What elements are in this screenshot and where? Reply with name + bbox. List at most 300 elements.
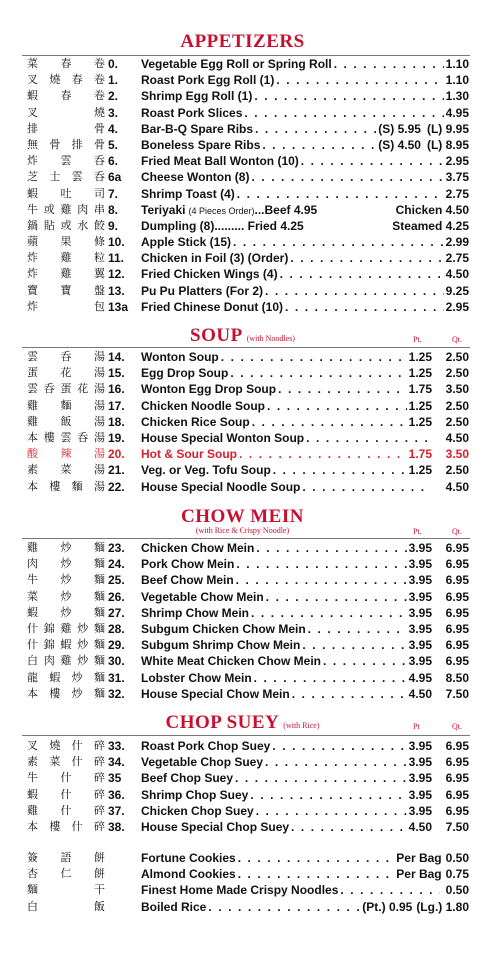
item-price: 0.75 — [445, 867, 469, 882]
item-number: 5. — [108, 137, 119, 152]
item-line — [141, 250, 469, 266]
menu-item — [0, 738, 485, 754]
appetizers-list — [0, 56, 485, 315]
item-number: 29. — [108, 638, 125, 653]
item-number: 33. — [108, 739, 125, 753]
menu-item — [0, 250, 485, 266]
item-number: 15. — [108, 366, 125, 381]
chop-suey-header — [0, 712, 485, 734]
menu-item — [0, 882, 485, 898]
pint-price: 3.95 — [408, 573, 432, 588]
item-number: 3. — [108, 105, 119, 120]
dot-leader — [262, 137, 376, 153]
item-line — [141, 589, 469, 605]
chop-suey-section — [0, 712, 485, 835]
item-line — [141, 299, 469, 315]
chinese-name: 叉 燒 什 碎 — [27, 739, 105, 752]
quart-price: 3.50 — [445, 447, 469, 462]
chinese-name: 鍋 貼 或 水 餃 — [27, 218, 105, 232]
dot-leader — [238, 866, 395, 882]
dot-leader — [340, 882, 439, 898]
item-price: (Lg.) 1.80 — [416, 899, 469, 914]
menu-item — [0, 299, 485, 315]
chinese-name: 排 骨 — [27, 121, 105, 135]
item-number: 13a — [108, 299, 129, 314]
item-line — [141, 218, 469, 234]
item-line — [141, 381, 469, 397]
quart-price: 6.95 — [445, 621, 469, 636]
chinese-name: 龍 蝦 炒 麵 — [27, 670, 105, 684]
menu-item — [0, 365, 485, 381]
pint-price: 1.75 — [408, 382, 432, 397]
item-price: 4.50 — [445, 267, 469, 282]
dot-leader — [221, 349, 407, 365]
quart-column-label: Qt. — [452, 335, 462, 344]
menu-item — [0, 202, 485, 218]
chinese-name: 叉 燒 — [27, 105, 105, 119]
dot-leader — [236, 572, 407, 588]
menu-item — [0, 462, 485, 478]
quart-price: 6.95 — [445, 638, 469, 653]
item-name: House Special Noodle Soup — [141, 479, 301, 494]
item-line — [141, 137, 469, 153]
item-number: 32. — [108, 686, 125, 701]
item-name: Wonton Soup — [141, 350, 219, 364]
chinese-name: 雞 麵 湯 — [27, 398, 105, 412]
item-line — [141, 540, 469, 556]
item-name: Pork Chow Mein — [141, 557, 235, 572]
menu-item — [0, 349, 485, 365]
chinese-name: 雞 炒 麵 — [27, 541, 105, 554]
item-line — [141, 770, 469, 786]
dot-leader — [285, 299, 444, 315]
menu-item — [0, 153, 485, 169]
item-price: 2.75 — [445, 251, 469, 266]
soup-section — [0, 325, 485, 495]
dot-leader — [302, 479, 430, 495]
item-price: 1.30 — [445, 89, 469, 104]
item-name: Fortune Cookies — [141, 851, 236, 865]
item-number: 28. — [108, 621, 125, 636]
chinese-name: 炸 雲 呑 — [27, 154, 105, 168]
item-number: 7. — [108, 186, 119, 201]
item-price: 2.95 — [445, 299, 469, 314]
item-line — [141, 88, 469, 104]
item-name: Wonton Egg Drop Soup — [141, 382, 277, 397]
item-name: Hot & Sour Soup — [141, 447, 237, 462]
quart-price: 4.50 — [445, 479, 469, 494]
item-name: Dumpling (8) — [141, 218, 215, 233]
item-name: Veg. or Veg. Tofu Soup — [141, 463, 271, 478]
chinese-name: 簽 語 餅 — [27, 851, 105, 864]
dot-leader — [308, 621, 407, 637]
item-number: 6a — [108, 170, 122, 185]
item-name: Almond Cookies — [141, 867, 236, 882]
pint-price: 4.50 — [408, 819, 432, 834]
item-line — [141, 479, 469, 495]
item-number: 25. — [108, 573, 125, 588]
item-name: House Special Wonton Soup — [141, 430, 305, 445]
dot-leader — [230, 365, 406, 381]
item-number: 24. — [108, 557, 125, 572]
chinese-name: 肉 炒 麵 — [27, 557, 105, 571]
item-name: House Special Chow Mein — [141, 686, 290, 701]
item-number: 0. — [108, 57, 119, 71]
item-price: 2.95 — [445, 154, 469, 169]
dot-leader — [280, 266, 444, 282]
dot-leader — [250, 787, 406, 803]
dot-leader — [302, 637, 406, 653]
pint-price: 3.95 — [408, 541, 432, 555]
item-line — [141, 819, 469, 835]
item-name: Beef Chow Mein — [141, 573, 234, 588]
chinese-name: 芝 士 雲 呑 — [27, 170, 105, 184]
item-number: 9. — [108, 218, 119, 233]
pint-column-label: Pt. — [413, 335, 422, 344]
soup-header — [0, 325, 485, 347]
divider — [22, 538, 470, 539]
quart-price: 6.95 — [445, 654, 469, 669]
item-price: 2.75 — [445, 186, 469, 201]
dot-leader — [301, 153, 444, 169]
item-number: 31. — [108, 670, 125, 685]
menu-item — [0, 105, 485, 121]
chow-mein-title: CHOW MEIN — [181, 506, 304, 527]
quart-price: 6.95 — [445, 803, 469, 818]
pint-price: 3.95 — [408, 787, 432, 802]
appetizers-header — [0, 31, 485, 53]
item-name: Roast Pork Egg Roll (1) — [141, 73, 275, 88]
chop-suey-title: CHOP SUEY — [165, 712, 280, 733]
dot-leader — [255, 121, 376, 137]
quart-price: 2.50 — [445, 463, 469, 478]
dot-leader — [233, 234, 444, 250]
item-name: Shrimp Chop Suey — [141, 787, 249, 802]
menu-item — [0, 866, 485, 882]
item-line — [141, 686, 469, 702]
item-number: 35 — [108, 771, 122, 786]
soup-list — [0, 349, 485, 495]
item-name: Chicken in Foil (3) (Order) — [141, 251, 289, 266]
chinese-name: 蝦 炒 麵 — [27, 605, 105, 619]
item-number: 23. — [108, 541, 125, 555]
quart-column-label: Qt. — [452, 527, 462, 536]
menu-item — [0, 88, 485, 104]
quart-price: 8.50 — [445, 670, 469, 685]
dot-leader — [273, 462, 407, 478]
pint-column-label: Pt — [413, 722, 420, 731]
menu-item — [0, 234, 485, 250]
item-unit: Per Bag — [396, 867, 442, 882]
quart-price: 6.95 — [445, 541, 469, 555]
item-line — [141, 446, 469, 462]
small-price: (S) 5.95 — [378, 121, 421, 136]
extras-list — [0, 850, 485, 915]
item-line — [141, 556, 469, 572]
item-line — [141, 169, 469, 185]
menu-item — [0, 589, 485, 605]
item-name: Chicken Chop Suey — [141, 803, 254, 818]
item-note: (4 Pieces Order) — [188, 205, 255, 216]
dot-leader — [244, 105, 443, 121]
menu-item — [0, 540, 485, 556]
dot-leader — [292, 686, 407, 702]
item-name: Subgum Chicken Chow Mein — [141, 621, 306, 636]
chinese-name: 什 錦 雞 炒 麵 — [27, 621, 105, 635]
dot-leader — [254, 88, 443, 104]
chop-suey-note: (with Rice) — [283, 721, 320, 730]
chinese-name: 本 樓 什 碎 — [27, 819, 105, 833]
item-name: Fried Meat Ball Wonton (10) — [141, 154, 299, 169]
quart-price: 6.95 — [445, 755, 469, 770]
item-unit: Per Bag — [396, 851, 442, 865]
item-line — [141, 738, 469, 754]
item-name: Vegetable Chow Mein — [141, 589, 264, 604]
menu-item — [0, 637, 485, 653]
quart-price: 2.50 — [445, 414, 469, 429]
chinese-name: 牛 什 碎 — [27, 771, 105, 785]
item-name: House Special Chop Suey — [141, 819, 290, 834]
chow-mein-header — [0, 506, 485, 538]
item-name: White Meat Chicken Chow Mein — [141, 654, 322, 669]
item-name: Apple Stick (15) — [141, 235, 232, 250]
menu-item — [0, 899, 485, 915]
item-line — [141, 105, 469, 121]
menu-item — [0, 754, 485, 770]
pint-price: 1.25 — [408, 366, 432, 381]
item-number: 19. — [108, 430, 125, 445]
pint-price: 4.95 — [408, 670, 432, 685]
item-name: Fried Chicken Wings (4) — [141, 267, 278, 282]
pint-price: 3.95 — [408, 605, 432, 620]
item-number: 8. — [108, 202, 119, 217]
soup-note: (with Noodles) — [246, 334, 295, 343]
menu-item — [0, 430, 485, 446]
item-name: Vegetable Egg Roll or Spring Roll — [141, 57, 332, 71]
menu-item — [0, 414, 485, 430]
item-number: 16. — [108, 382, 125, 397]
item-line — [141, 72, 469, 88]
item-number: 2. — [108, 89, 119, 104]
item-line — [141, 572, 469, 588]
item-number: 30. — [108, 654, 125, 669]
item-number: 36. — [108, 787, 125, 802]
item-line — [141, 605, 469, 621]
item-line — [141, 430, 469, 446]
item-number: 34. — [108, 755, 125, 770]
item-line — [141, 637, 469, 653]
item-name: Vegetable Chop Suey — [141, 755, 264, 770]
quart-price: 6.95 — [445, 787, 469, 802]
dot-leader — [254, 670, 407, 686]
dot-leader — [235, 770, 407, 786]
quart-price: 6.95 — [445, 739, 469, 753]
chinese-name: 雲 呑 湯 — [27, 350, 105, 363]
dot-leader — [276, 72, 443, 88]
pint-column-label: Pt. — [413, 527, 422, 536]
item-number: 10. — [108, 235, 125, 250]
chinese-name: 炸 包 — [27, 299, 105, 313]
item-name: Chicken Chow Mein — [141, 541, 255, 555]
quart-price: 4.50 — [445, 430, 469, 445]
dot-leader — [256, 803, 407, 819]
dot-leader — [278, 381, 407, 397]
item-number: 1. — [108, 73, 119, 88]
item-number: 13. — [108, 283, 125, 298]
chinese-name: 蛋 花 湯 — [27, 366, 105, 380]
item-price: 0.50 — [445, 883, 469, 898]
chinese-name: 麵 干 — [27, 883, 105, 897]
item-name: Chicken Rice Soup — [141, 414, 250, 429]
chinese-name: 白 飯 — [27, 899, 105, 913]
item-number: 18. — [108, 414, 125, 429]
chinese-name: 雞 飯 湯 — [27, 414, 105, 428]
item-number: 27. — [108, 605, 125, 620]
item-name: Teriyaki — [141, 202, 186, 217]
item-price: 9.25 — [445, 283, 469, 298]
item-line — [141, 754, 469, 770]
item-line — [141, 121, 469, 137]
dot-leader — [306, 430, 430, 446]
pint-price: 3.95 — [408, 771, 432, 786]
menu-item — [0, 572, 485, 588]
item-price-option: ...Beef 4.95 — [254, 202, 318, 217]
chinese-name: 牛 或 雞 肉 串 — [27, 202, 105, 216]
quart-price: 6.95 — [445, 605, 469, 620]
quart-price: 3.50 — [445, 382, 469, 397]
chinese-name: 本 樓 麵 湯 — [27, 479, 105, 493]
dot-leader — [256, 540, 406, 556]
pint-price: 1.25 — [408, 414, 432, 429]
pint-price: 4.50 — [408, 686, 432, 701]
chinese-name: 雞 什 碎 — [27, 803, 105, 817]
menu-item — [0, 398, 485, 414]
menu-item — [0, 770, 485, 786]
quart-price: 6.95 — [445, 589, 469, 604]
item-name: Shrimp Chow Mein — [141, 605, 249, 620]
chow-mein-subtitle: (with Rice & Crispy Noodle) — [195, 526, 290, 535]
chinese-name: 無 骨 排 骨 — [27, 137, 105, 151]
menu-item — [0, 819, 485, 835]
pint-price: 3.95 — [408, 755, 432, 770]
item-price: (L) 8.95 — [426, 137, 469, 152]
item-number: 22. — [108, 479, 125, 494]
item-line — [141, 670, 469, 686]
chinese-name: 炸 雞 翼 — [27, 267, 105, 281]
divider — [22, 735, 470, 736]
chow-mein-list — [0, 540, 485, 702]
menu-item — [0, 218, 485, 234]
item-line — [141, 899, 469, 915]
chinese-name: 牛 炒 麵 — [27, 573, 105, 587]
chinese-name: 蝦 吐 司 — [27, 186, 105, 200]
pint-price: 1.25 — [408, 398, 432, 413]
dot-leader — [239, 446, 407, 462]
dot-leader — [323, 653, 407, 669]
item-name: Subgum Shrimp Chow Mein — [141, 638, 301, 653]
item-line — [141, 866, 469, 882]
item-name: Beef Chop Suey — [141, 771, 234, 786]
item-name: Roast Pork Chop Suey — [141, 739, 271, 753]
quart-price: 6.95 — [445, 573, 469, 588]
chinese-name: 素 菜 湯 — [27, 463, 105, 477]
menu-item — [0, 283, 485, 299]
chinese-name: 杏 仁 餅 — [27, 867, 105, 881]
chinese-name: 本 樓 雲 呑 湯 — [27, 430, 105, 444]
chop-suey-list — [0, 738, 485, 835]
menu-item — [0, 686, 485, 702]
chinese-name: 叉 燒 春 卷 — [27, 73, 105, 87]
item-line — [141, 283, 469, 299]
divider — [22, 347, 470, 348]
item-number: 12. — [108, 267, 125, 282]
item-line — [141, 266, 469, 282]
menu-item — [0, 121, 485, 137]
pint-price: 1.25 — [408, 350, 432, 364]
item-number: 26. — [108, 589, 125, 604]
menu-item — [0, 787, 485, 803]
dot-leader — [237, 186, 444, 202]
dot-leader — [238, 850, 395, 866]
menu-item — [0, 850, 485, 866]
item-name: Egg Drop Soup — [141, 366, 229, 381]
dot-leader — [334, 56, 444, 72]
item-number: 20. — [108, 447, 125, 462]
quart-price: 7.50 — [445, 686, 469, 701]
item-line — [141, 153, 469, 169]
item-line — [141, 349, 469, 365]
chow-mein-section — [0, 506, 485, 702]
menu-item — [0, 56, 485, 72]
menu-item — [0, 169, 485, 185]
menu-item — [0, 186, 485, 202]
chinese-name: 寶 寶 盤 — [27, 283, 105, 297]
item-line — [141, 882, 469, 898]
menu-item — [0, 670, 485, 686]
item-line — [141, 787, 469, 803]
item-price: 1.10 — [445, 73, 469, 88]
item-name: Chicken Noodle Soup — [141, 398, 266, 413]
chinese-name: 本 樓 炒 麵 — [27, 686, 105, 700]
dot-leader — [251, 605, 407, 621]
dot-leader — [266, 589, 407, 605]
item-number: 37. — [108, 803, 125, 818]
pint-price: 3.95 — [408, 739, 432, 753]
item-line — [141, 202, 469, 219]
menu-item — [0, 803, 485, 819]
item-line — [141, 56, 469, 72]
menu-item — [0, 556, 485, 572]
chinese-name: 白 肉 雞 炒 麵 — [27, 654, 105, 668]
dot-leader — [291, 819, 407, 835]
dot-leader — [265, 283, 444, 299]
menu-item — [0, 381, 485, 397]
small-price: (S) 4.50 — [378, 137, 421, 152]
extras-section — [0, 850, 485, 915]
item-line — [141, 398, 469, 414]
pint-price: 3.95 — [408, 557, 432, 572]
chinese-name: 素 菜 什 碎 — [27, 755, 105, 769]
chinese-name: 蝦 春 卷 — [27, 89, 105, 103]
item-number: 4. — [108, 121, 119, 136]
dot-leader — [251, 169, 443, 185]
item-line — [141, 186, 469, 202]
dot-leader — [290, 250, 443, 266]
dot-leader — [265, 754, 407, 770]
quart-price: 2.50 — [445, 398, 469, 413]
dot-leader — [272, 738, 406, 754]
item-name: Boiled Rice — [141, 899, 207, 914]
